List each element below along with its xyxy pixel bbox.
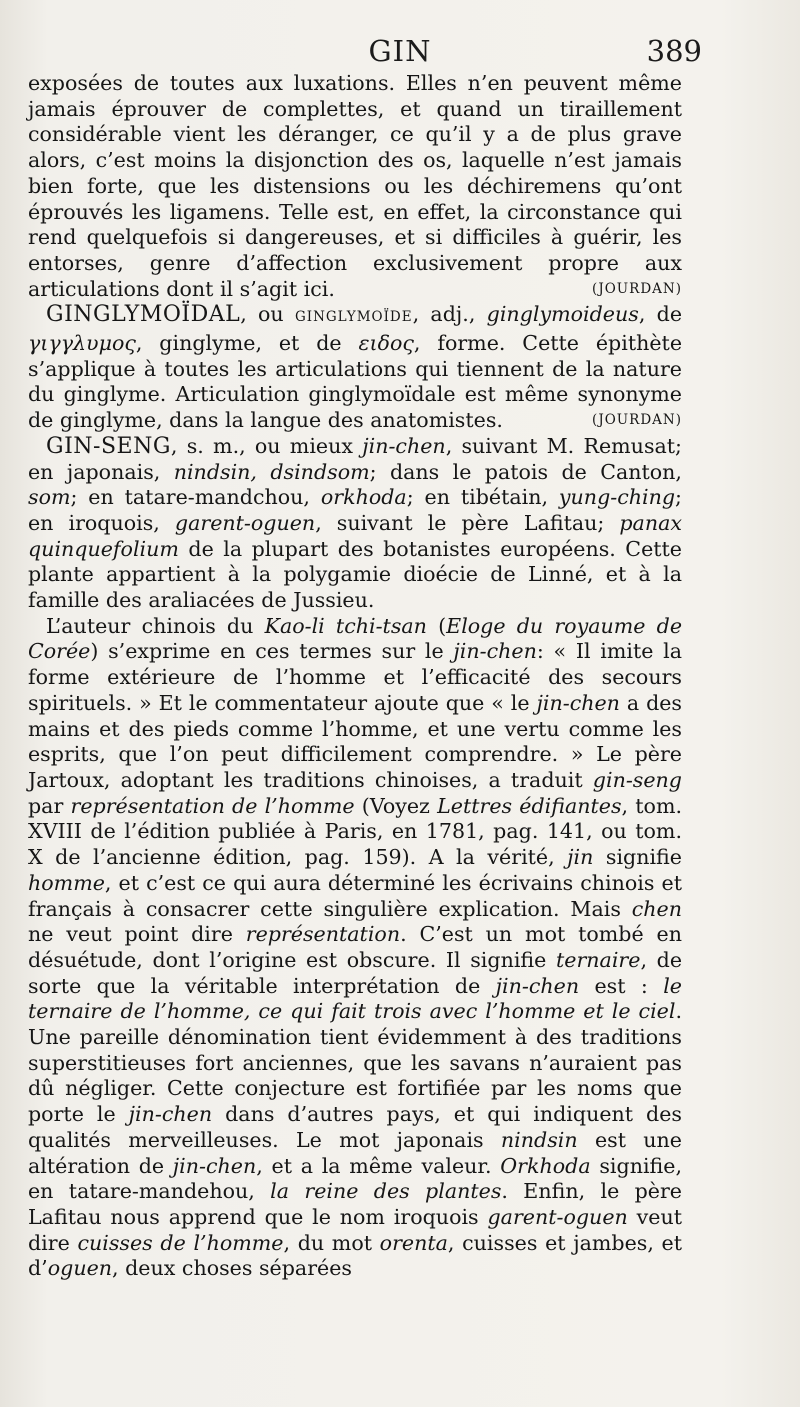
italic-term: nindsin, dsindsom bbox=[173, 459, 370, 484]
italic-term: jin bbox=[567, 845, 594, 870]
italic-term: orenta bbox=[379, 1230, 448, 1255]
entry-text: , ou bbox=[240, 302, 295, 327]
italic-term: Lettres édifiantes bbox=[437, 793, 622, 818]
italic-term: jin-chen bbox=[128, 1102, 213, 1127]
italic-term: ternaire bbox=[555, 947, 641, 972]
italic-term: nindsin bbox=[500, 1127, 578, 1152]
paragraph-text: signifie bbox=[593, 845, 682, 870]
italic-term: cuisses de l’homme bbox=[77, 1230, 284, 1255]
greek-term: ειδος bbox=[358, 331, 414, 356]
paragraph-text: , de sorte que la véritable interprétation de bbox=[28, 947, 683, 998]
paragraph-text: , du mot bbox=[283, 1230, 380, 1255]
paragraph-text: , cuisses et jambes, et d’ bbox=[28, 1230, 682, 1281]
paragraph-text: . Une pareille dénomination tient évidemment à des traditions superstitieuses fort anciennes, que les savans n’auraient pas dû négliger. Cette conjecture est fortifiée par les noms que porte le bbox=[28, 999, 682, 1127]
paragraph-text: exposées de toutes aux luxations. Elles n’en peuvent même jamais éprouver de complettes, et quand un tiraillement considérable vient les déranger, ce qu’il y a de plus grave alors, c’est moins la disjonction des os, laquelle n’est jamais bien forte, que les distensions ou les déchiremens qu’ont éprouvés les ligamens. Telle est, en effet, la circonstance qui rend quelquefois si dangereuses, et si difficiles à guérir, les entorses, genre d’affection exclusivement propre aux articulations dont il s’agit ici. bbox=[28, 71, 682, 301]
latin-term: ginglymoideus bbox=[486, 302, 639, 327]
italic-term: jin-chen bbox=[495, 973, 580, 998]
italic-term: garent-oguen bbox=[174, 510, 316, 535]
paragraph-text: : « Il imite la forme extérieure de l’homme et l’efficacité des secours spirituels. » Et le commentateur ajoute que « le bbox=[28, 639, 682, 715]
paragraph-text: , tom. XVIII de l’édition publiée à Paris, en 1781, pag. 141, ou tom. X de l’ancienne édition, pag. 159). A la vérité, bbox=[28, 793, 683, 870]
italic-term: gin-seng bbox=[592, 767, 682, 792]
italic-term: garent-oguen bbox=[487, 1204, 628, 1229]
paragraph-text: , deux choses séparées bbox=[112, 1256, 352, 1281]
paragraph-text: veut dire bbox=[28, 1204, 682, 1255]
italic-term: jin-chen bbox=[172, 1153, 257, 1178]
entry-text: ; en tibétain, bbox=[406, 485, 559, 510]
italic-term: jin-chen bbox=[362, 433, 446, 458]
paragraph-text: , et c’est ce qui aura déterminé les écrivains chinois et français à consacrer cette singulière explication. Mais bbox=[28, 870, 682, 921]
entry-text: ; en iroquois, bbox=[28, 485, 682, 535]
entry-text: , ginglyme, et de bbox=[135, 331, 359, 356]
entry-text: , suivant M. Remusat; en japonais, bbox=[28, 433, 682, 484]
entry-headword: GIN-SENG bbox=[46, 433, 171, 459]
paragraph-text: (Voyez bbox=[354, 793, 438, 818]
italic-term: som bbox=[28, 485, 71, 510]
entry-text: de la plupart des botanistes européens. Cette plante appartient à la polygamie dioécie de Linné, et à la famille des araliacées de Jussieu. bbox=[28, 536, 682, 613]
italic-term: jin-chen bbox=[536, 690, 620, 715]
paragraph-text: . Enfin, le père Lafitau nous apprend que le nom iroquois bbox=[28, 1179, 682, 1229]
italic-term: oguen bbox=[47, 1256, 113, 1281]
author-signature: (JOURDAN) bbox=[592, 412, 682, 429]
paragraph-text: ( bbox=[426, 613, 447, 638]
page-header bbox=[0, 26, 800, 76]
entry-gin-seng bbox=[28, 434, 682, 614]
paragraph-text: ne veut point dire bbox=[28, 922, 246, 947]
italic-term: jin-chen bbox=[453, 639, 537, 664]
italic-term: orkhoda bbox=[320, 485, 407, 510]
entry-text: , forme. Cette épithète s’applique à toutes les articulations qui tiennent de la nature du ginglyme. Articulation ginglymoïdale est même synonyme de ginglyme, dans la langue des anatomistes. bbox=[28, 331, 683, 433]
italic-term: Eloge du royaume de Corée bbox=[28, 613, 683, 664]
entry-text: , s. m., ou mieux bbox=[170, 433, 363, 458]
paragraph-text: par bbox=[28, 793, 71, 818]
paragraph-text: . C’est un mot tombé en désuétude, dont l’origine est obscure. Il signifie bbox=[28, 922, 682, 972]
paragraph-text: est une altération de bbox=[28, 1127, 682, 1178]
paragraph-text: dans d’autres pays, et qui indiquent des qualités merveilleuses. Le mot japonais bbox=[28, 1102, 682, 1152]
italic-term: représentation bbox=[245, 922, 401, 947]
entry-variant: GINGLYMOÏDE bbox=[294, 309, 413, 326]
page-body bbox=[28, 71, 682, 1282]
paragraph-chinese-author bbox=[28, 614, 682, 1282]
italic-term: homme bbox=[28, 870, 105, 895]
greek-term: γιγγλυμος bbox=[28, 331, 136, 356]
italic-term: chen bbox=[631, 896, 682, 921]
entry-text: ; dans le patois de Canton, bbox=[369, 459, 682, 484]
entry-text: , adj., bbox=[412, 302, 487, 327]
paragraph-text: L’auteur chinois du bbox=[46, 613, 265, 638]
running-head: GIN bbox=[368, 34, 432, 68]
author-signature: (JOURDAN) bbox=[592, 280, 682, 297]
italic-term: Orkhoda bbox=[500, 1153, 591, 1178]
paragraph-text: a des mains et des pieds comme l’homme, et une vertu comme les esprits, que l’on peut difficilement comprendre. » Le père Jartoux, adoptant les traditions chinoises, a traduit bbox=[28, 690, 683, 792]
entry-text: , de bbox=[638, 302, 683, 327]
italic-term: représentation de l’homme bbox=[70, 793, 355, 818]
entry-ginglymoidal bbox=[28, 302, 682, 434]
italic-term: le ternaire de l’homme, ce qui fait trois avec l’homme et le ciel bbox=[28, 973, 682, 1024]
paragraph-text: ) s’exprime en ces termes sur le bbox=[90, 639, 454, 664]
entry-text: ; en tatare-mandchou, bbox=[70, 485, 321, 510]
paragraph-text: , et a la même valeur. bbox=[256, 1153, 501, 1178]
italic-term: Kao-li tchi-tsan bbox=[264, 613, 427, 638]
paragraph-text: est : bbox=[579, 973, 664, 998]
italic-term: yung-ching bbox=[558, 485, 676, 510]
paragraph-text: signifie, en tatare-mandehou, bbox=[28, 1153, 683, 1204]
entry-text: , suivant le père Lafitau; bbox=[315, 510, 620, 535]
entry-headword: GINGLYMOÏDAL bbox=[46, 302, 241, 328]
paragraph-luxations bbox=[28, 71, 682, 302]
page-number: 389 bbox=[646, 34, 702, 68]
italic-term: panax quinquefolium bbox=[28, 510, 682, 561]
italic-term: la reine des plantes bbox=[270, 1179, 502, 1204]
